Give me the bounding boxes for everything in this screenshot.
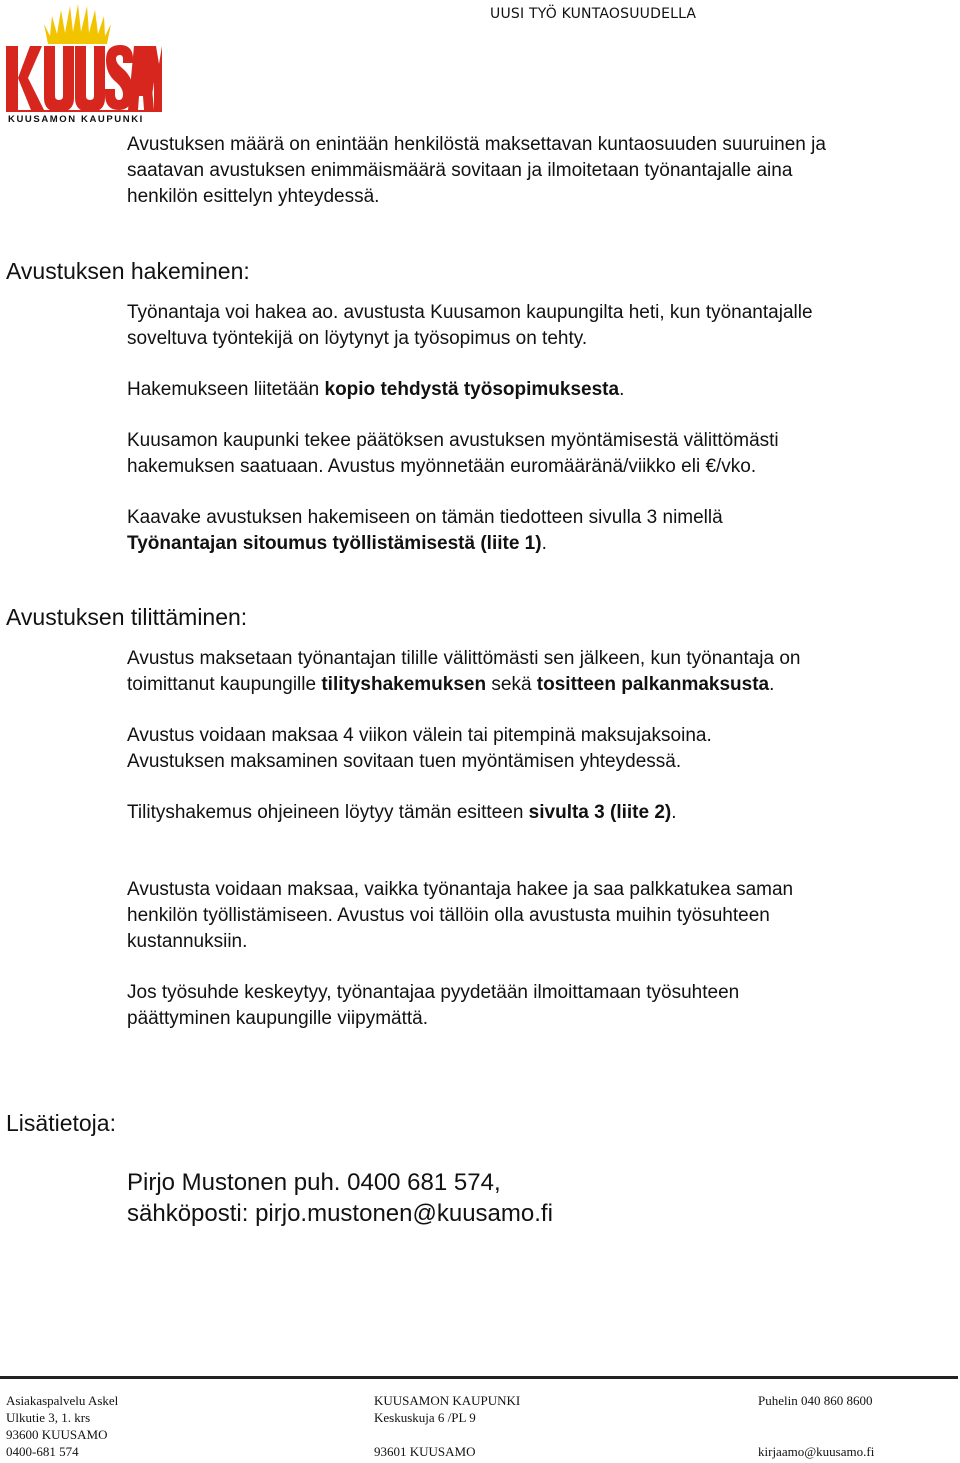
footer-city-address <box>374 1392 520 1460</box>
section-heading-info: Lisätietoja: <box>6 1110 116 1136</box>
document-header-title: UUSI TYÖ KUNTAOSUUDELLA <box>490 6 697 22</box>
applying-p2: Hakemukseen liitetään kopio tehdystä työsopimuksesta. <box>127 379 625 400</box>
footer-line <box>758 1426 874 1443</box>
applying-p1-line-1: Työnantaja voi hakea ao. avustusta Kuusamon kaupungilta heti, kun työnantajalle <box>127 302 813 323</box>
contact-name-phone: Pirjo Mustonen puh. 0400 681 574, <box>127 1169 501 1196</box>
payment-p5-line-1: Jos työsuhde keskeytyy, työnantajaa pyydetään ilmoittamaan työsuhteen <box>127 982 740 1003</box>
applying-p4-line-2: Työnantajan sitoumus työllistämisestä (liite 1). <box>127 533 547 554</box>
section-heading-payment: Avustuksen tilittäminen: <box>6 604 248 630</box>
payment-p4-line-2: henkilön työllistämiseen. Avustus voi tällöin olla avustusta muihin työsuhteen <box>127 905 770 926</box>
footer-email[interactable]: kirjaamo@kuusamo.fi <box>758 1444 875 1459</box>
footer-line: 0400-681 574 <box>6 1444 79 1459</box>
applying-p4-line-1: Kaavake avustuksen hakemiseen on tämän tiedotteen sivulla 3 nimellä <box>127 507 723 528</box>
contact-email[interactable]: sähköposti: pirjo.mustonen@kuusamo.fi <box>127 1200 553 1227</box>
form-reference-2: sivulta 3 (liite 2) <box>528 802 672 823</box>
logo-subtitle: KUUSAMON KAUPUNKI <box>8 114 144 124</box>
payroll-receipt: tositteen palkanmaksusta <box>536 674 770 695</box>
payment-p2-line-1: Avustus voidaan maksaa 4 viikon välein tai pitempinä maksujaksoina. <box>127 725 712 746</box>
payment-p5-line-2: päättyminen kaupungille viipymättä. <box>127 1008 429 1029</box>
payment-p1-line-1: Avustus maksetaan työnantajan tilille välittömästi sen jälkeen, kun työnantaja on <box>127 648 801 669</box>
footer-line: Ulkutie 3, 1. krs <box>6 1410 91 1425</box>
footer-contact <box>758 1392 874 1460</box>
form-reference-1: Työnantajan sitoumus työllistämisestä (liite 1) <box>127 533 542 554</box>
footer-line: Asiakaspalvelu Askel <box>6 1393 119 1408</box>
payment-p4-line-3: kustannuksiin. <box>127 931 248 952</box>
payment-p4-line-1: Avustusta voidaan maksaa, vaikka työnantaja hakee ja saa palkkatukea saman <box>127 879 794 900</box>
intro-line-1: Avustuksen määrä on enintään henkilöstä maksettavan kuntaosuuden suuruinen ja <box>127 134 826 155</box>
applying-p3-line-1: Kuusamon kaupunki tekee päätöksen avustuksen myöntämisestä välittömästi <box>127 430 779 451</box>
settlement-application: tilityshakemuksen <box>321 674 487 695</box>
attachment-requirement: kopio tehdystä työsopimuksesta <box>324 379 620 400</box>
section-heading-applying: Avustuksen hakeminen: <box>6 258 250 284</box>
payment-p2-line-2: Avustuksen maksaminen sovitaan tuen myöntämisen yhteydessä. <box>127 751 682 772</box>
intro-line-2: saatavan avustuksen enimmäismäärä sovitaan ja ilmoitetaan työnantajalle aina <box>127 160 793 181</box>
footer-divider <box>0 1376 958 1379</box>
intro-line-3: henkilön esittelyn yhteydessä. <box>127 186 380 207</box>
kuusamo-logo <box>4 2 162 124</box>
footer-line: 93600 KUUSAMO <box>6 1427 108 1442</box>
payment-p1-line-2: toimittanut kaupungille tilityshakemuksen sekä tositteen palkanmaksusta. <box>127 674 775 695</box>
footer-line: 93601 KUUSAMO <box>374 1444 476 1459</box>
payment-p3: Tilityshakemus ohjeineen löytyy tämän esitteen sivulta 3 (liite 2). <box>127 802 677 823</box>
applying-p3-line-2: hakemuksen saatuaan. Avustus myönnetään euromääränä/viikko eli €/vko. <box>127 456 757 477</box>
crown-icon <box>44 4 111 44</box>
footer-line: KUUSAMON KAUPUNKI <box>374 1393 521 1408</box>
footer-line <box>758 1409 874 1426</box>
footer-line: Puhelin 040 860 8600 <box>758 1393 873 1408</box>
footer-line: Keskuskuja 6 /PL 9 <box>374 1410 476 1425</box>
applying-p1-line-2: soveltuva työntekijä on löytynyt ja työsopimus on tehty. <box>127 328 588 349</box>
kuusamo-wordmark <box>6 45 162 112</box>
footer-line <box>374 1426 520 1443</box>
footer-customer-service <box>6 1392 118 1460</box>
